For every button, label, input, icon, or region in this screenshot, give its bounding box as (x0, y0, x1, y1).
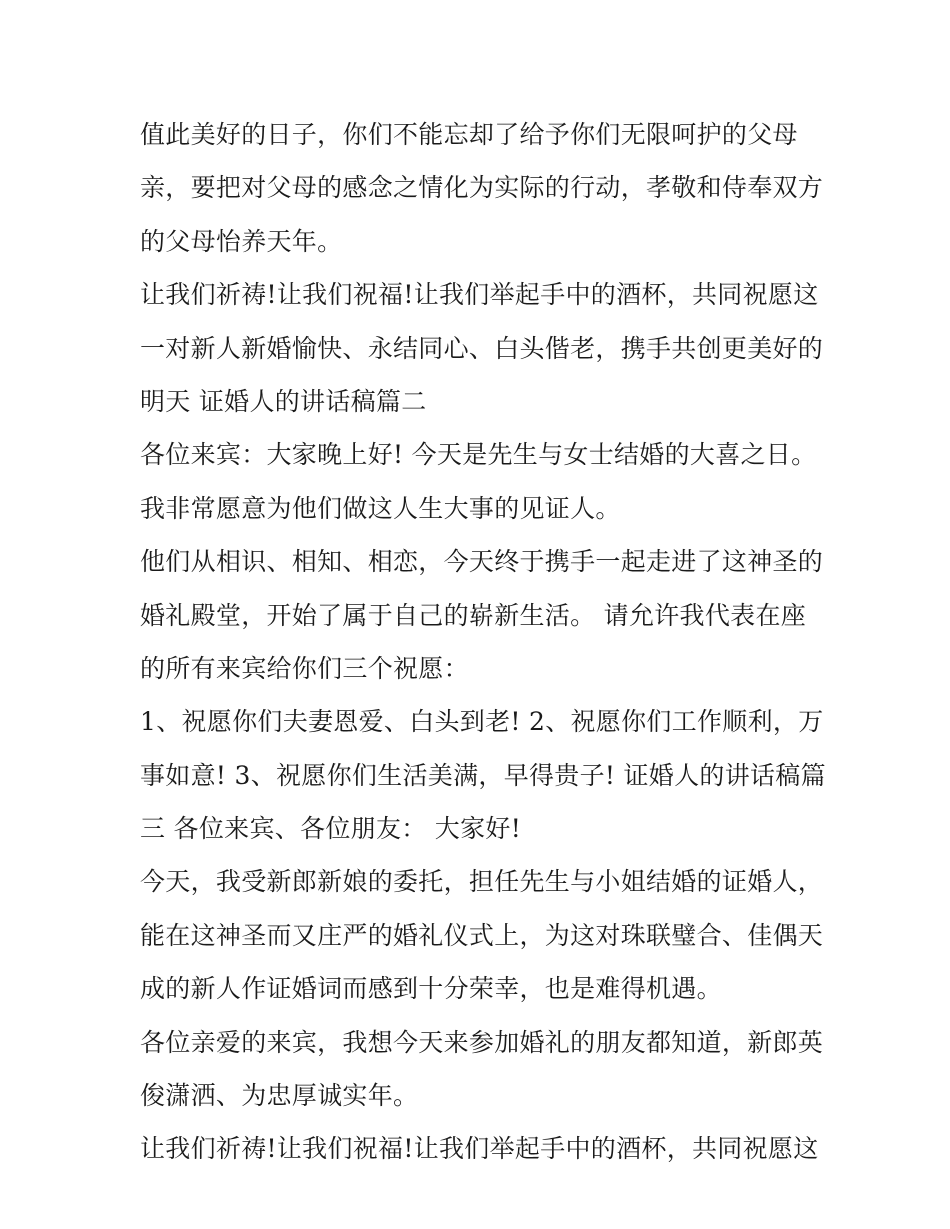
text-line: 俊潇洒、为忠厚诚实年。 (140, 1081, 419, 1111)
text-line: 一对新人新婚愉快、永结同心、白头偕老，携手共创更美好的 (140, 333, 824, 363)
text-line: 值此美好的日子，你们不能忘却了给予你们无限呵护的父母 (140, 120, 798, 149)
text-line: 的父母怡养天年。 (140, 226, 343, 256)
text-line: 各位来宾：大家晚上好! 今天是先生与女士结婚的大喜之日。 (140, 440, 817, 470)
text-line: 我非常愿意为他们做这人生大事的见证人。 (140, 493, 621, 523)
text-line: 让我们祈祷!让我们祝福!让我们举起手中的酒杯，共同祝愿这 (140, 280, 819, 310)
text-line: 1、祝愿你们夫妻恩爱、白头到老! 2、祝愿你们工作顺利，万 (140, 707, 824, 737)
text-line: 让我们祈祷!让我们祝福!让我们举起手中的酒杯，共同祝愿这 (140, 1134, 819, 1164)
text-line: 能在这神圣而又庄严的婚礼仪式上，为这对珠联璧合、佳偶天 (140, 920, 824, 950)
text-line: 三 各位来宾、各位朋友： 大家好! (140, 814, 522, 844)
text-line: 亲，要把对父母的感念之情化为实际的行动，孝敬和侍奉双方 (140, 173, 824, 203)
text-line: 明天 证婚人的讲话稿篇二 (140, 386, 427, 416)
body-text (140, 108, 826, 1176)
text-line: 他们从相识、相知、相恋，今天终于携手一起走进了这神圣的 (140, 547, 824, 577)
text-line: 今天，我受新郎新娘的委托，担任先生与小姐结婚的证婚人， (140, 867, 824, 897)
text-line: 成的新人作证婚词而感到十分荣幸，也是难得机遇。 (140, 974, 722, 1004)
text-line: 各位亲爱的来宾，我想今天来参加婚礼的朋友都知道，新郎英 (140, 1027, 824, 1057)
text-line: 婚礼殿堂，开始了属于自己的崭新生活。 请允许我代表在座 (140, 600, 807, 630)
text-line: 事如意! 3、祝愿你们生活美满，早得贵子! 证婚人的讲话稿篇 (140, 760, 826, 790)
text-line: 的所有来宾给你们三个祝愿： (140, 653, 469, 683)
